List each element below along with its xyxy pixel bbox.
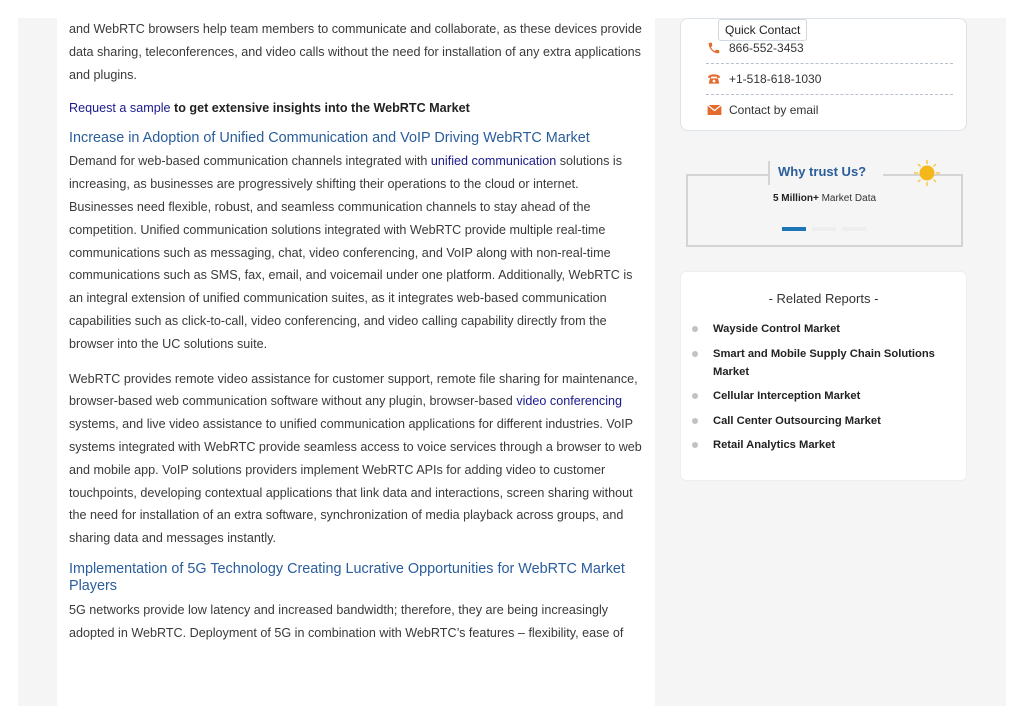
envelope-icon: [706, 102, 722, 118]
related-report-item[interactable]: [692, 320, 946, 338]
request-sample-line: [69, 98, 643, 118]
related-report-item[interactable]: [692, 387, 946, 405]
sun-icon: [912, 158, 942, 188]
phone-number-international[interactable]: +1-518-618-1030: [729, 72, 822, 86]
section-heading-5g: Implementation of 5G Technology Creating Lucrative Opportunities for WebRTC Market Players: [69, 560, 625, 594]
email-row[interactable]: [706, 94, 953, 125]
request-sample-text: to get extensive insights into the WebRTC Market: [170, 101, 470, 116]
request-sample-link[interactable]: Request a sample: [69, 101, 171, 116]
trust-stat: [686, 193, 963, 204]
related-report-item[interactable]: [692, 412, 946, 430]
why-trust-us-title: Why trust Us?: [778, 164, 867, 179]
sidebar: [680, 18, 967, 481]
carousel-indicators: [782, 227, 866, 231]
carousel-dot-3[interactable]: [842, 227, 866, 231]
contact-by-email-link[interactable]: Contact by email: [729, 103, 819, 117]
related-report-link[interactable]: Smart and Mobile Supply Chain Solutions Market: [713, 347, 935, 378]
quick-contact-label: Quick Contact: [718, 19, 807, 41]
bullet-icon: [692, 326, 698, 332]
trust-stat-label: Market Data: [818, 193, 877, 204]
trust-stat-value: 5 Million+: [772, 193, 819, 204]
quick-contact-box: [680, 18, 967, 131]
paragraph-video-assistance: [69, 368, 643, 550]
paragraph-unified-communication: [69, 150, 643, 355]
unified-communication-link[interactable]: unified communication: [430, 154, 557, 169]
related-reports-box: [680, 271, 967, 481]
paragraph-5g: 5G networks provide low latency and increased bandwidth; therefore, they are being increasingly adopted in WebRTC. Deployment of 5G in combination with WebRTC’s features – flexibility, ease of: [69, 602, 624, 640]
paragraph-text: systems, and live video assistance to unified communication applications for different industries. VoIP systems integrated with WebRTC provide seamless access to voice services through a browser to web and mobile app. VoIP solutions providers implement WebRTC APIs for adding video to customer touchpoints, developing contextual applications that link data and interactions, screen sharing without the need for installation of an extra software, synchronization of media playback across groups, and sharing data and messages instantly.: [69, 417, 642, 546]
trust-divider: [768, 161, 770, 185]
related-report-link[interactable]: Call Center Outsourcing Market: [713, 414, 881, 427]
carousel-dot-1[interactable]: [782, 227, 806, 231]
phone-row-international[interactable]: [706, 63, 953, 94]
phone-number-primary[interactable]: 866-552-3453: [729, 40, 804, 55]
carousel-dot-2[interactable]: [812, 227, 836, 231]
bullet-icon: [692, 351, 698, 357]
bullet-icon: [692, 442, 698, 448]
bullet-icon: [692, 418, 698, 424]
telephone-icon: [706, 71, 722, 87]
related-reports-title: - Related Reports -: [768, 291, 879, 306]
section-heading-unified-communication: Increase in Adoption of Unified Communication and VoIP Driving WebRTC Market: [69, 130, 590, 147]
related-report-item[interactable]: [692, 436, 946, 454]
paragraph-text: Demand for web-based communication channels integrated with: [69, 154, 431, 169]
trust-frame-top: [686, 174, 769, 176]
paragraph-text: WebRTC provides remote video assistance for customer support, remote file sharing for maintenance, browser-based web communication software without any plugin, browser-based: [69, 371, 638, 409]
related-report-link[interactable]: Wayside Control Market: [713, 323, 841, 335]
article-content: [57, 18, 655, 706]
paragraph-intro: and WebRTC browsers help team members to communicate and collaborate, as these devices provide data sharing, teleconferences, and video calls without the need for installation of any extra applications and plugins.: [69, 22, 642, 82]
related-report-item[interactable]: [692, 345, 946, 381]
video-conferencing-link[interactable]: video conferencing: [516, 394, 623, 409]
phone-icon: [706, 40, 722, 56]
related-report-link[interactable]: Cellular Interception Market: [713, 390, 861, 402]
bullet-icon: [692, 393, 698, 399]
related-reports-list: [681, 320, 966, 454]
paragraph-text: solutions is increasing, as businesses are progressively shifting their operations to the cloud or internet. Businesses need flexible, robust, and seamless communication channels to stay ahead of the competition. Unified communication solutions integrated with WebRTC provide multiple real-time communications such as messaging, chat, video conferencing, and VoIP along with non-real-time communications such as SMS, fax, email, and voicemail under one platform. Additionally, WebRTC is an integral extension of unified communication suites, as it integrates web-based communication capabilities such as click-to-call, video conferencing, and video calling capability directly from the browser into the UC solutions suite.: [69, 154, 633, 351]
why-trust-us-box: [686, 161, 963, 247]
related-report-link[interactable]: Retail Analytics Market: [713, 439, 836, 451]
